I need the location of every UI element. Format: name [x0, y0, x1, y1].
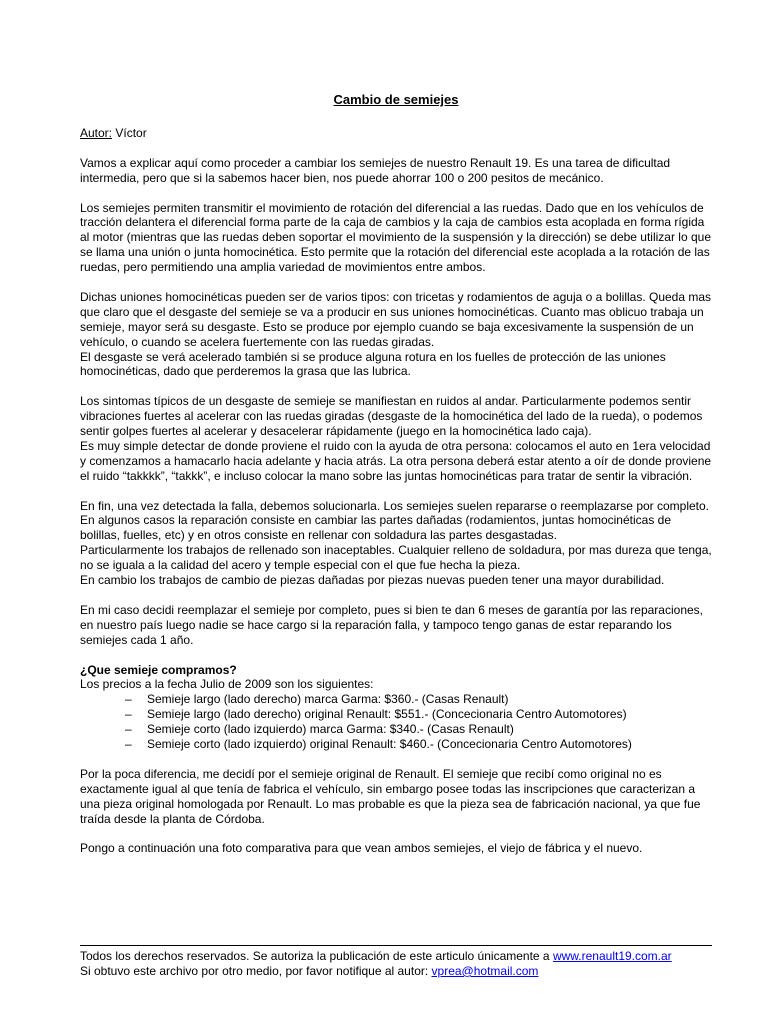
paragraph-foto: Pongo a continuación una foto comparativa para que vean ambos semiejes, el viejo de fábrica y el nuevo. [80, 841, 643, 856]
paragraph-uniones-b: El desgaste se verá acelerado también si se produce alguna rotura en los fuelles de protección de las uniones homocinéticas, dado que perderemos la grasa que las lubrica. [80, 349, 666, 379]
author-label: Autor: [80, 126, 113, 140]
email-link[interactable]: vprea@hotmail.com [431, 963, 539, 978]
paragraph-falla-c: En cambio los trabajos de cambio de piezas dañadas por piezas nuevas pueden tener una mayor durabilidad. [80, 573, 665, 588]
list-item-text: Semieje corto (lado izquierdo) marca Garma: $340.- (Casas Renault) [147, 722, 514, 737]
list-item [80, 707, 712, 722]
paragraph-sintomas [80, 394, 712, 483]
document-body [80, 126, 712, 871]
paragraph-original: Por la poca diferencia, me decidí por el semieje original de Renault. El semieje que recibí como original no es exactamente igual al que tenía de fabrica el vehículo, sin embargo posee todas las inscripciones que caracterizan a una pieza original homologada por Renault. Lo mas probable es que la pieza sea de fabricación nacional, ya que fue traída desde la planta de Córdoba. [80, 766, 701, 826]
footer-contact-text: Si obtuvo este archivo por otro medio, por favor notifique al autor: [80, 963, 432, 978]
paragraph-intro: Vamos a explicar aquí como proceder a cambiar los semiejes de nuestro Renault 19. Es una tarea de dificultad intermedia, pero que si la sabemos hacer bien, nos puede ahorrar 100 o 200 pesitos de mecánico. [80, 155, 671, 185]
bullet-dash: – [125, 722, 132, 737]
list-item-text: Semieje largo (lado derecho) original Renault: $551.- (Concecionaria Centro Automotores) [147, 707, 627, 722]
paragraph-sintomas-b: Es muy simple detectar de donde proviene el ruido con la ayuda de otra persona: colocamos el auto en 1era velocidad y comenzamos a hamacarlo hacia adelante y hacia atrás. La otra persona deberá estar atento a oír de donde proviene el ruido “takkkk”, “takkk”, e incluso colocar la mano sobre las juntas homocinéticas para tratar de sentir la vibración. [80, 438, 712, 483]
paragraph-falla-a: En fin, una vez detectada la falla, debemos solucionarla. Los semiejes suelen repararse o reemplazarse por completo. En algunos casos la reparación consiste en cambiar las partes dañadas (rodamientos, juntas homocinéticas de bolillas, fuelles, etc) y en otros consiste en rellenar con soldadura las partes desgastadas. [80, 498, 710, 543]
author-line [80, 126, 712, 141]
paragraph-semiejes: Los semiejes permiten transmitir el movimiento de rotación del diferencial a las ruedas. Dado que en los vehículos de tracción delantera el diferencial forma parte de la caja de cambios y la caja de cambios esta acoplada en forma rígida al motor (mientras que las ruedas deben soportar el movimiento de la suspensión y la dirección) se debe utilizar lo que se llama una unión o junta homocinética. Esto permite que la rotación del diferencial este acoplada a la rotación de las ruedas, pero permitiendo una amplia variedad de movimientos entre ambos. [80, 200, 712, 275]
section-heading: ¿Que semieje compramos? [80, 662, 237, 677]
website-link[interactable]: www.renault19.com.ar [552, 949, 672, 963]
paragraph-uniones-a: Dichas uniones homocinéticas pueden ser de varios tipos: con tricetas y rodamientos de aguja o a bolillas. Queda mas que claro que el desgaste del semieje se va a producir en sus uniones homocinéticas. Cuanto mas oblicuo trabaja un semieje, mayor será su desgaste. Esto se produce por ejemplo cuando se baja excesivamente la suspensión de un vehículo, o cuando se acelera fuertemente con las ruedas giradas. [80, 289, 712, 349]
prices-list [80, 692, 712, 752]
paragraph-uniones [80, 290, 712, 379]
author-name: Víctor [112, 126, 147, 140]
paragraph-falla [80, 499, 712, 588]
list-item-text: Semieje largo (lado derecho) marca Garma: $360.- (Casas Renault) [147, 692, 509, 707]
list-item [80, 722, 712, 737]
paragraph-falla-b: Particularmente los trabajos de rellenado son inaceptables. Cualquier relleno de soldadura, por mas dureza que tenga, no se iguala a la calidad del acero y temple especial con el que fue hecha la pieza. [80, 543, 712, 573]
prices-section [80, 663, 712, 752]
footer-rights-text: Todos los derechos reservados. Se autoriza la publicación de este articulo únicamente a [80, 949, 553, 963]
list-item [80, 737, 712, 752]
footer-line-rights [80, 949, 712, 964]
paragraph-decision: En mi caso decidi reemplazar el semieje por completo, pues si bien te dan 6 meses de garantía por las reparaciones, en nuestro país luego nadie se hace cargo si la reparación falla, y tampoco tengo ganas de estar reparando los semiejes cada 1 año. [80, 602, 703, 647]
list-item-text: Semieje corto (lado izquierdo) original Renault: $460.- (Concecionaria Centro Automotores) [147, 737, 632, 752]
prices-intro: Los precios a la fecha Julio de 2009 son los siguientes: [80, 677, 374, 692]
bullet-dash: – [125, 737, 132, 752]
footer-line-contact [80, 964, 712, 979]
document-title: Cambio de semiejes [333, 92, 459, 107]
bullet-dash: – [125, 692, 132, 707]
paragraph-sintomas-a: Los sintomas típicos de un desgaste de semieje se manifiestan en ruidos al andar. Particularmente podemos sentir vibraciones fuertes al acelerar con las ruedas giradas (desgaste de la homocinética del lado de la rueda), o podemos sentir golpes fuertes al acelerar y desacelerar rápidamente (juego en la homocinética lado caja). [80, 394, 703, 439]
page-footer [80, 945, 712, 979]
bullet-dash: – [125, 707, 132, 722]
list-item [80, 692, 712, 707]
